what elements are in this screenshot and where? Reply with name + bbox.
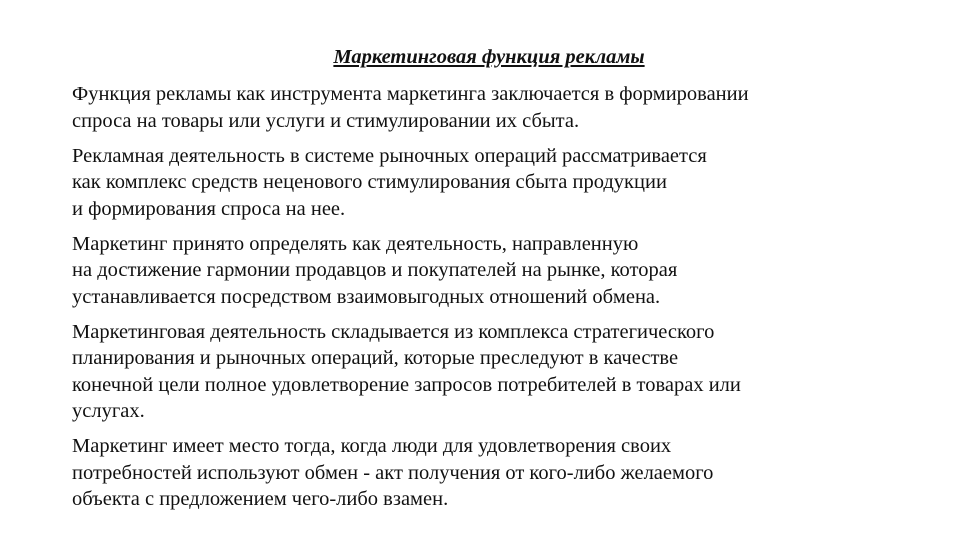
paragraph-line: услугах.	[72, 400, 145, 422]
paragraph-line: как комплекс средств неценового стимулирования сбыта продукции	[72, 171, 667, 193]
paragraph-line: потребностей используют обмен - акт получения от кого-либо желаемого	[72, 461, 714, 484]
paragraph-line: Маркетинговая деятельность складывается из комплекса стратегического	[72, 320, 715, 343]
paragraph-line: на достижение гармонии продавцов и покупателей на рынке, которая	[72, 259, 678, 281]
paragraph-1	[72, 81, 912, 134]
paragraph-line: планирования и рыночных операций, которые преследуют в качестве	[72, 347, 679, 369]
paragraph-line: объекта с предложением чего-либо взамен.	[72, 488, 449, 510]
paragraph-2	[72, 143, 912, 223]
slide-body	[72, 81, 912, 521]
paragraph-line: спроса на товары или услуги и стимулировании их сбыта.	[72, 109, 580, 132]
paragraph-line: Рекламная деятельность в системе рыночных операций рассматривается	[72, 144, 707, 167]
paragraph-line: Функция рекламы как инструмента маркетинга заключается в формировании	[72, 83, 749, 105]
paragraph-4	[72, 319, 912, 425]
paragraph-line: Маркетинг имеет место тогда, когда люди для удовлетворения своих	[72, 435, 672, 457]
paragraph-5	[72, 433, 912, 513]
paragraph-line: конечной цели полное удовлетворение запросов потребителей в товарах или	[72, 373, 741, 396]
paragraph-line: и формирования спроса на нее.	[72, 197, 346, 220]
paragraph-line: устанавливается посредством взаимовыгодных отношений обмена.	[72, 285, 661, 308]
paragraph-3	[72, 231, 912, 311]
slide-title: Маркетинговая функция рекламы	[333, 46, 645, 68]
paragraph-line: Маркетинг принято определять как деятельность, направленную	[72, 232, 639, 255]
